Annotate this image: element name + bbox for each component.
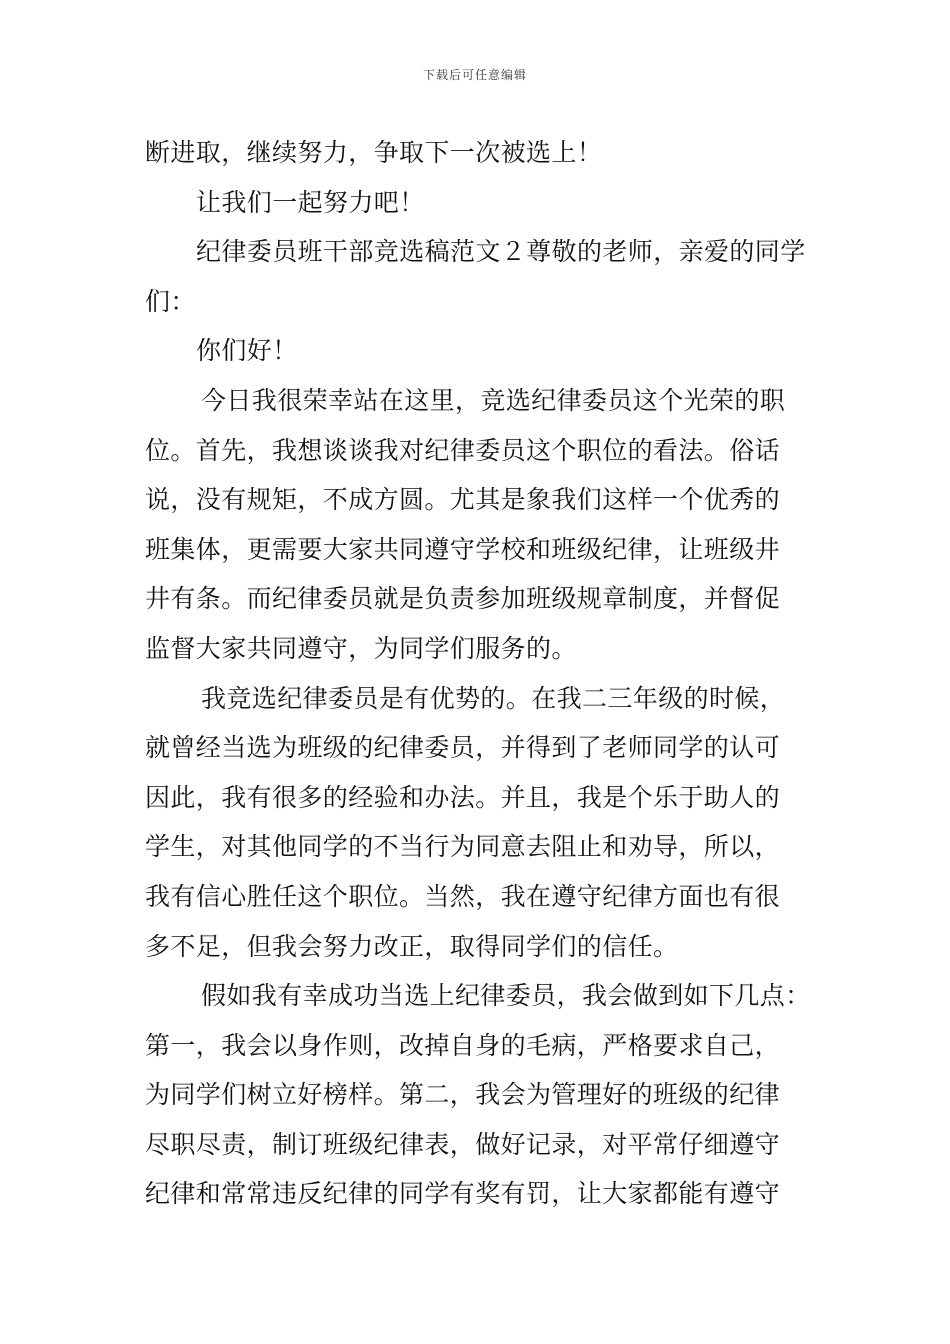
text-line: 学生，对其他同学的不当行为同意去阻止和劝导，所以， <box>145 832 781 862</box>
text-line: 我竞选纪律委员是有优势的。在我二三年级的时候， <box>201 683 786 713</box>
text-line: 井有条。而纪律委员就是负责参加班级规章制度，并督促 <box>145 584 781 614</box>
page-header-note: 下载后可任意编辑 <box>422 68 527 82</box>
text-line: 你们好！ <box>196 336 298 366</box>
text-line: 就曾经当选为班级的纪律委员，并得到了老师同学的认可 <box>145 733 781 763</box>
text-line: 说，没有规矩，不成方圆。尤其是象我们这样一个优秀的 <box>145 485 781 515</box>
text-line: 断进取，继续努力，争取下一次被选上！ <box>145 138 603 167</box>
document-body <box>145 128 825 1219</box>
text-line: 位。首先，我想谈谈我对纪律委员这个职位的看法。俗话 <box>145 435 781 465</box>
text-line: 班集体，更需要大家共同遵守学校和班级纪律，让班级井 <box>145 534 781 564</box>
text-line: 为同学们树立好榜样。第二，我会为管理好的班级的纪律 <box>145 1080 781 1110</box>
text-line: 尽职尽责，制订班级纪律表，做好记录，对平常仔细遵守 <box>145 1129 781 1159</box>
text-line: 监督大家共同遵守，为同学们服务的。 <box>145 633 577 663</box>
text-line: 纪律和常常违反纪律的同学有奖有罚，让大家都能有遵守 <box>145 1179 781 1209</box>
text-line: 纪律委员班干部竞选稿范文２尊敬的老师，亲爱的同学 <box>196 237 806 267</box>
text-line: 第一，我会以身作则，改掉自身的毛病，严格要求自己， <box>145 1030 781 1060</box>
text-line: 多不足，但我会努力改正，取得同学们的信任。 <box>145 931 679 961</box>
text-line: 们： <box>145 286 196 316</box>
text-line: 今日我很荣幸站在这里，竞选纪律委员这个光荣的职 <box>201 385 786 415</box>
text-line: 因此，我有很多的经验和办法。并且，我是个乐于助人的 <box>145 782 781 812</box>
text-line: 我有信心胜任这个职位。当然，我在遵守纪律方面也有很 <box>145 881 781 911</box>
text-line: 让我们一起努力吧！ <box>196 187 425 217</box>
text-line: 假如我有幸成功当选上纪律委员，我会做到如下几点： <box>201 981 811 1011</box>
